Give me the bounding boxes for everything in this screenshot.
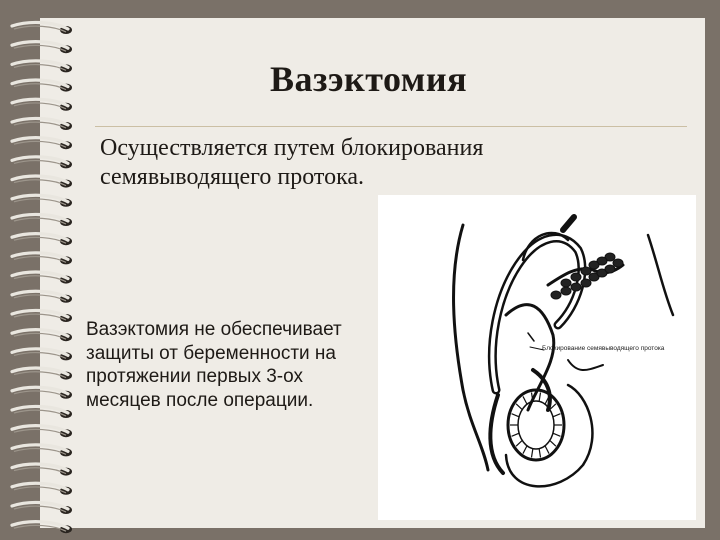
spiral-coil xyxy=(12,42,72,54)
spiral-coil xyxy=(12,406,72,418)
spiral-coil xyxy=(12,118,72,130)
spiral-coil xyxy=(12,330,72,342)
spiral-coil xyxy=(12,522,72,534)
spiral-coil xyxy=(12,310,72,322)
slide-subtitle: Осуществляется путем блокирования семявыводящего протока. xyxy=(100,135,484,190)
spiral-coil xyxy=(12,176,72,188)
spiral-coil xyxy=(12,80,72,92)
spiral-coil xyxy=(12,157,72,169)
spiral-coil xyxy=(12,502,72,514)
spiral-coil xyxy=(12,214,72,226)
spiral-coil xyxy=(12,22,72,34)
spiral-coil xyxy=(12,253,72,265)
spiral-coil xyxy=(12,138,72,150)
spiral-coil xyxy=(12,99,72,111)
slide-title: Вазэктомия xyxy=(270,59,468,99)
spiral-coil xyxy=(12,272,72,284)
spiral-coil xyxy=(12,426,72,438)
spiral-coil xyxy=(12,291,72,303)
spiral-coil xyxy=(12,464,72,476)
spiral-coil xyxy=(12,387,72,399)
spiral-coil xyxy=(12,349,72,361)
anatomy-figure xyxy=(378,195,696,520)
spiral-coil xyxy=(12,368,72,380)
title-divider xyxy=(95,126,687,127)
spiral-coil xyxy=(12,234,72,246)
spiral-coil xyxy=(12,195,72,207)
slide-note: Вазэктомия не обеспечивает защиты от беременности на протяжении первых 3-ох месяцев после операции. xyxy=(86,319,342,411)
spiral-coil xyxy=(12,61,72,73)
spiral-coil xyxy=(12,445,72,457)
anatomy-diagram-icon xyxy=(378,195,696,520)
spiral-binding-icon xyxy=(0,0,90,540)
spiral-coil xyxy=(12,483,72,495)
figure-label: Блокирование семявыводящего протока xyxy=(542,345,665,352)
